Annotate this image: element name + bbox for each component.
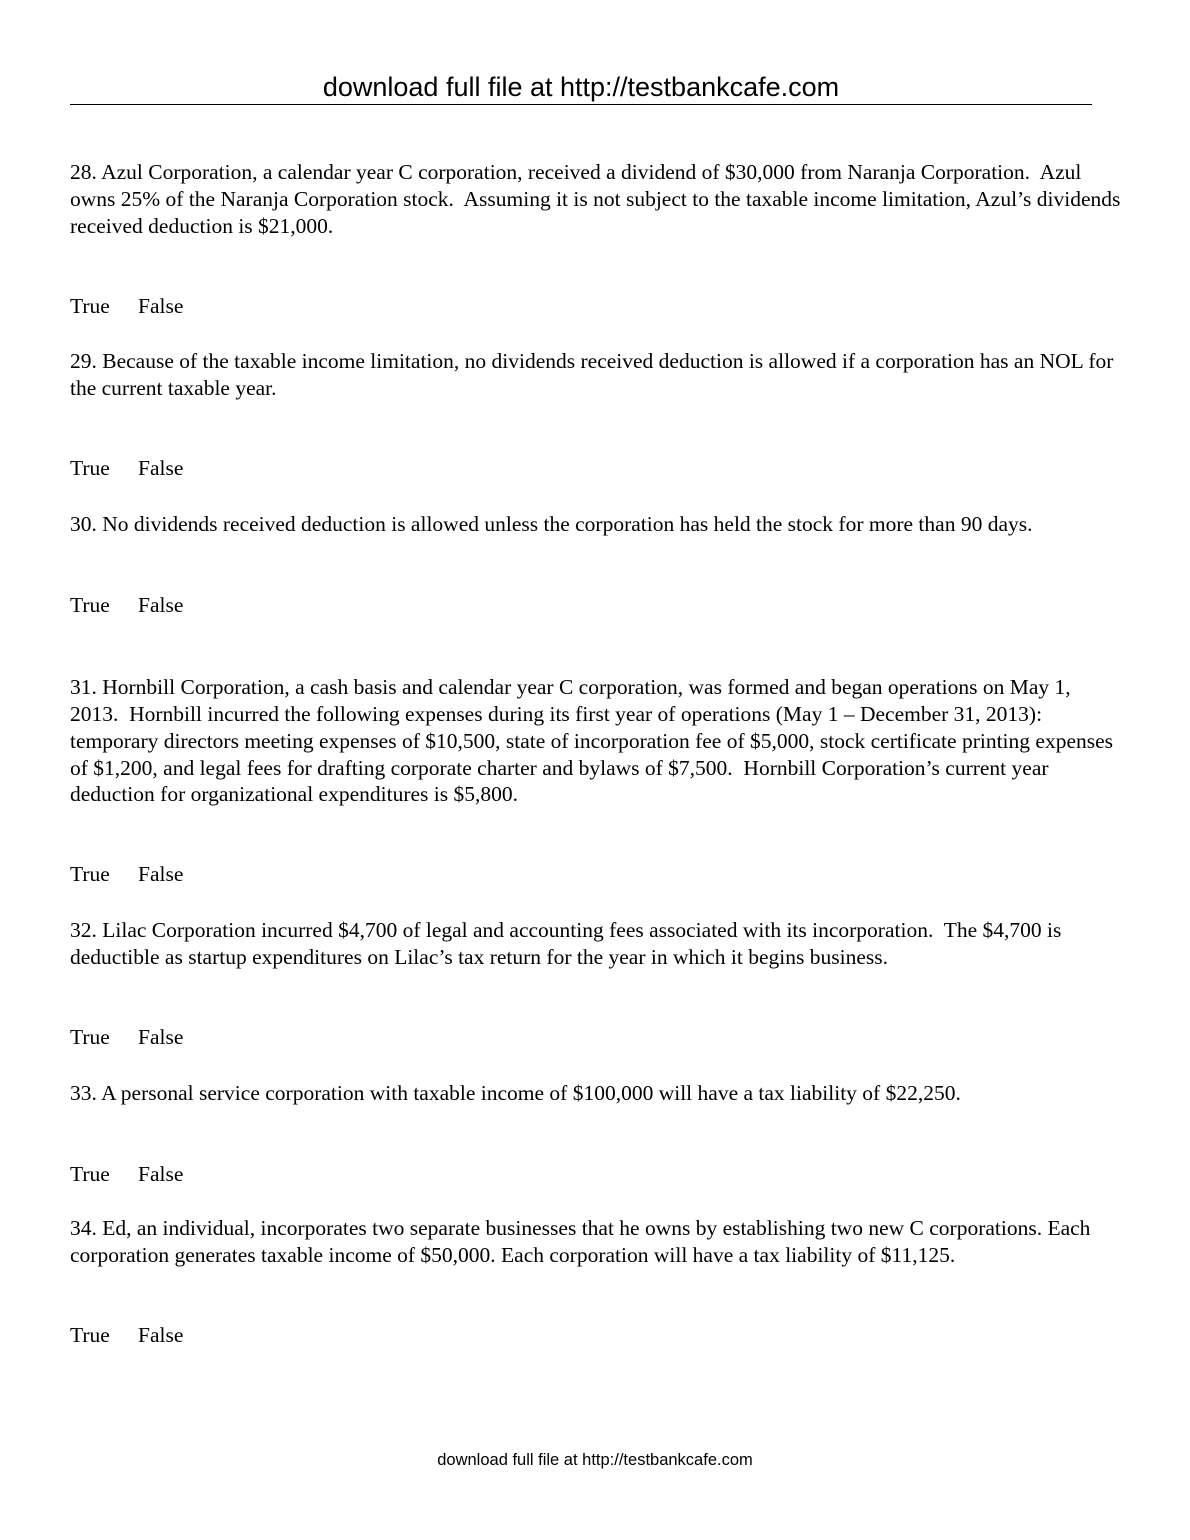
question-text: 34. Ed, an individual, incorporates two separate businesses that he owns by establishing two new C corporations. Each corporation generates taxable income of $50,000. Each corporation will have a tax liability of $11,125. <box>70 1216 1096 1268</box>
answer-options <box>70 1322 1122 1349</box>
option-true: True <box>70 1323 110 1348</box>
question-30 <box>70 458 1122 645</box>
question-text: 29. Because of the taxable income limitation, no dividends received deduction is allowed if a corporation has an NOL for the current taxable year. <box>70 349 1119 401</box>
question-text: 33. A personal service corporation with taxable income of $100,000 will have a tax liability of $22,250. <box>70 1081 961 1106</box>
question-text: 30. No dividends received deduction is allowed unless the corporation has held the stock for more than 90 days. <box>70 512 1033 537</box>
question-text: 31. Hornbill Corporation, a cash basis and calendar year C corporation, was formed and began operations on May 1, 2013. Hornbill incurred the following expenses during its first year of operations (May 1 – December 31, 2013): temporary directors meeting expenses of $10,500, state of incorporation fee of $5,000, stock certificate printing expenses of $1,200, and legal fees for drafting corporate charter and bylaws of $7,500. Hornbill Corporation’s current year deduction for organizational expenditures is $5,800. <box>70 675 1119 807</box>
option-true: True <box>70 862 110 887</box>
option-false: False <box>138 592 184 617</box>
question-34 <box>70 1162 1122 1376</box>
option-true: True <box>70 592 110 617</box>
option-false: False <box>138 862 184 887</box>
option-true: True <box>70 1161 110 1186</box>
option-false: False <box>138 293 184 318</box>
page-header: download full file at http://testbankcafe.com <box>70 70 1092 105</box>
option-true: True <box>70 293 110 318</box>
option-false: False <box>138 456 184 481</box>
option-false: False <box>138 1323 184 1348</box>
option-true: True <box>70 456 110 481</box>
option-true: True <box>70 1025 110 1050</box>
option-false: False <box>138 1025 184 1050</box>
answer-options <box>70 592 1122 619</box>
question-text: 32. Lilac Corporation incurred $4,700 of legal and accounting fees associated with its incorporation. The $4,700 is deductible as startup expenditures on Lilac’s tax return for the year in which it begins business. <box>70 918 1067 970</box>
page-footer: download full file at http://testbankcafe.com <box>437 1451 753 1469</box>
option-false: False <box>138 1161 184 1186</box>
question-text: 28. Azul Corporation, a calendar year C corporation, received a dividend of $30,000 from Naranja Corporation. Azul owns 25% of the Naranja Corporation stock. Assuming it is not subject to the taxable income limitation, Azul’s dividends received deduction is $21,000. <box>70 160 1126 238</box>
